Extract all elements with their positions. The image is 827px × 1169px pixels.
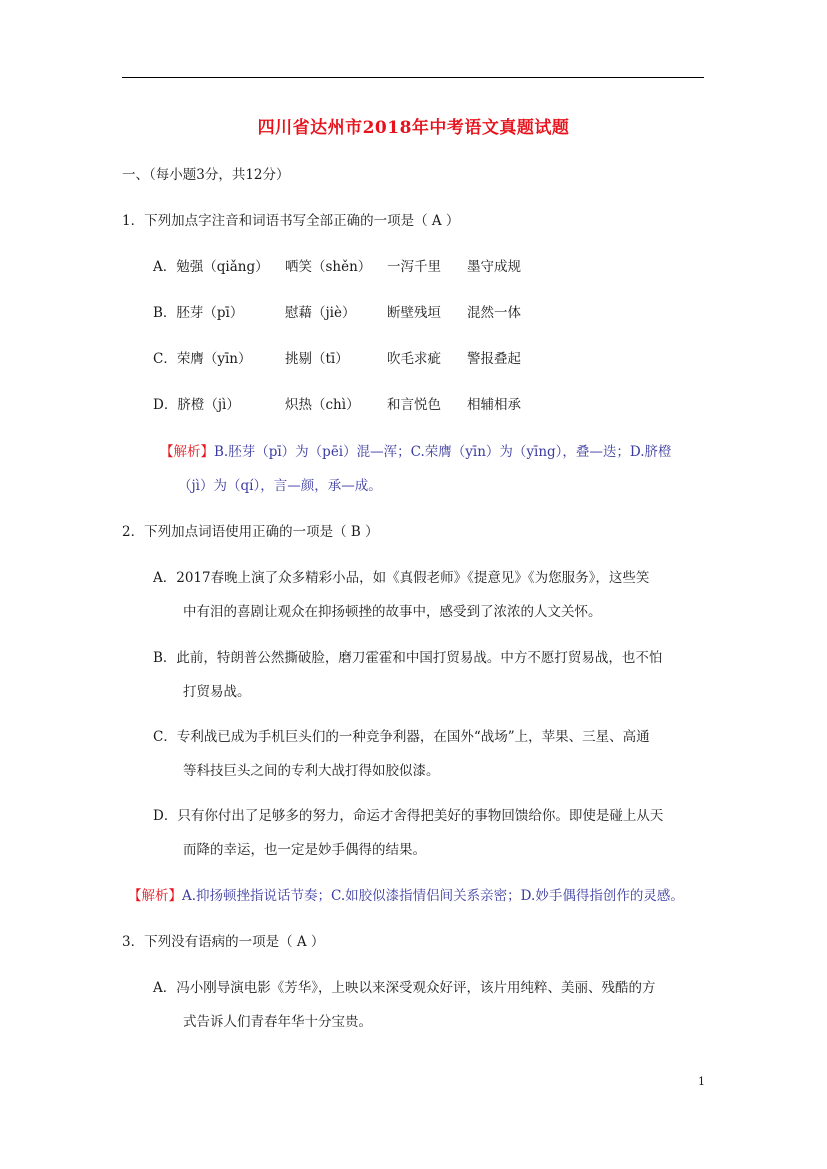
option-word: 炽热（chì） bbox=[285, 397, 360, 413]
q3-stem: 3．下列没有语病的一项是（ A ） bbox=[122, 934, 325, 950]
q2-option-c: C．专利战已成为手机巨头们的一种竞争利器，在国外“战场”上，苹果、三星、高通 bbox=[153, 729, 650, 745]
q2-stem: 2．下列加点词语使用正确的一项是（ B ） bbox=[122, 524, 379, 540]
q2-option-c-cont: 等科技巨头之间的专利大战打得如胶似漆。 bbox=[183, 763, 440, 779]
section-heading: 一、（每小题3分，共12分） bbox=[122, 167, 290, 183]
q2-option-b-cont: 打贸易战。 bbox=[183, 684, 251, 700]
header-rule bbox=[122, 77, 704, 78]
analysis-tag: 【解析】 bbox=[160, 444, 214, 460]
q1-option-a bbox=[153, 258, 521, 276]
analysis-text: B.胚芽（pī）为（pēi）混—浑；C.荣膺（yīn）为（yīng），叠—迭；D.脐橙 bbox=[214, 444, 672, 460]
q2-option-b: B．此前，特朗普公然撕破脸，磨刀霍霍和中国打贸易战。中方不愿打贸易战，也不怕 bbox=[153, 650, 663, 666]
q3-option-a: A．冯小刚导演电影《芳华》，上映以来深受观众好评，该片用纯粹、美丽、残酷的方 bbox=[153, 980, 656, 996]
analysis-tag: 【解析】 bbox=[128, 888, 182, 904]
option-word: 和言悦色 bbox=[387, 397, 441, 413]
option-word: 哂笑（shěn） bbox=[285, 259, 372, 275]
option-word: 一泻千里 bbox=[387, 259, 441, 275]
option-word: 警报叠起 bbox=[467, 351, 521, 367]
q3-option-a-cont: 式告诉人们青春年华十分宝贵。 bbox=[183, 1014, 372, 1030]
option-word: B．胚芽（pī） bbox=[153, 305, 244, 321]
option-word: 混然一体 bbox=[467, 305, 521, 321]
option-word: 墨守成规 bbox=[467, 259, 521, 275]
q2-option-d-cont: 而降的幸运，也一定是妙手偶得的结果。 bbox=[183, 842, 426, 858]
option-word: 吹毛求疵 bbox=[387, 351, 441, 367]
option-word: A．勉强（qiǎng） bbox=[153, 259, 269, 275]
option-word: D．脐橙（jì） bbox=[153, 397, 240, 413]
q1-option-c bbox=[153, 350, 521, 368]
option-word: 相辅相承 bbox=[467, 397, 521, 413]
q1-analysis-cont: （jì）为（qí），言—颜，承—成。 bbox=[178, 478, 382, 494]
q1-stem: 1．下列加点字注音和词语书写全部正确的一项是（ A ） bbox=[122, 213, 460, 229]
option-word: C．荣膺（yīn） bbox=[153, 351, 252, 367]
option-word: 慰藉（jiè） bbox=[285, 305, 356, 321]
page-title: 四川省达州市2018年中考语文真题试题 bbox=[257, 118, 570, 138]
q2-analysis bbox=[128, 887, 684, 905]
page-number: 1 bbox=[698, 1075, 705, 1088]
option-word: 断壁残垣 bbox=[387, 305, 441, 321]
q1-analysis bbox=[160, 443, 672, 461]
q2-option-a: A．2017春晚上演了众多精彩小品，如《真假老师》《提意见》《为您服务》，这些笑 bbox=[153, 570, 650, 586]
q2-option-a-cont: 中有泪的喜剧让观众在抑扬顿挫的故事中，感受到了浓浓的人文关怀。 bbox=[183, 604, 602, 620]
q1-option-b bbox=[153, 304, 521, 322]
analysis-text: A.抑扬顿挫指说话节奏；C.如胶似漆指情侣间关系亲密；D.妙手偶得指创作的灵感。 bbox=[182, 888, 684, 904]
option-word: 挑剔（tī） bbox=[285, 351, 349, 367]
q2-option-d: D．只有你付出了足够多的努力，命运才舍得把美好的事物回馈给你。即使是碰上从天 bbox=[153, 808, 664, 824]
q1-option-d bbox=[153, 396, 521, 414]
